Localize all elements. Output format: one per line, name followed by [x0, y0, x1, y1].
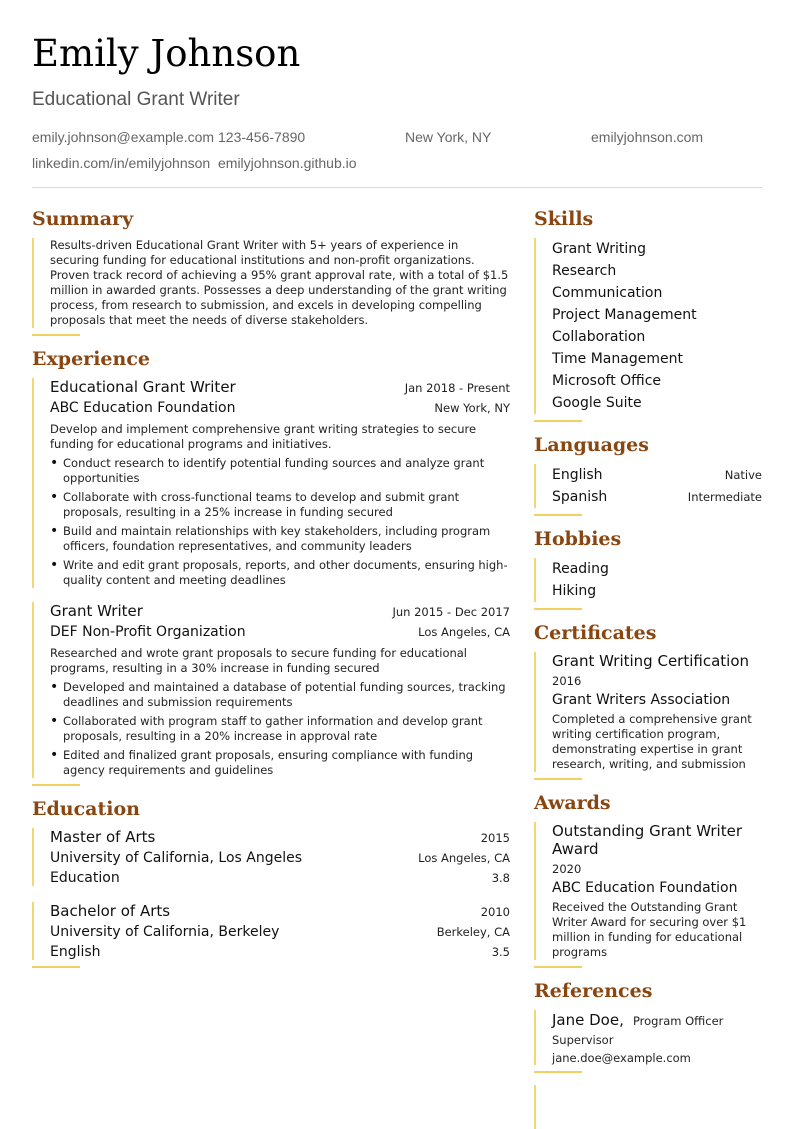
gpa: 3.8 — [491, 871, 510, 885]
award-entry — [534, 822, 762, 960]
language-level: Intermediate — [687, 490, 762, 504]
language-row — [552, 486, 762, 508]
certificates-heading: Certificates — [534, 622, 657, 644]
education-entry — [32, 902, 510, 960]
section-underline — [32, 784, 80, 786]
edu-location: Berkeley, CA — [436, 925, 510, 939]
candidate-name: Emily Johnson — [32, 32, 301, 75]
reference-relation: Supervisor — [552, 1033, 614, 1047]
certificate-year: 2016 — [552, 674, 582, 688]
section-underline — [534, 778, 582, 780]
website-link[interactable]: emilyjohnson.com — [591, 128, 704, 145]
education-entry — [32, 828, 510, 886]
job-bullets — [50, 456, 510, 588]
list-item: • Collaborate with cross-functional teams to develop and submit grant proposals, resulting in a 25% increase in funding secured — [50, 490, 510, 520]
skills-heading: Skills — [534, 208, 594, 230]
certificate-issuer: Grant Writers Association — [552, 692, 731, 708]
skill-item: Research — [552, 263, 617, 279]
language-level: Native — [724, 468, 762, 482]
phone-link[interactable]: 123-456-7890 — [218, 128, 306, 145]
award-description: Received the Outstanding Grant Writer Award for securing over $1 million in funding for educational programs — [552, 900, 747, 959]
hobby-item: Hiking — [552, 583, 597, 599]
job-bullets — [50, 680, 510, 778]
field: Education — [50, 870, 120, 886]
resume-page — [32, 28, 762, 1065]
references-heading: References — [534, 980, 653, 1002]
contact-info — [32, 129, 762, 183]
award-issuer: ABC Education Foundation — [552, 880, 738, 896]
trailing-bar — [534, 1085, 762, 1129]
reference-name: Jane Doe, — [552, 1011, 624, 1029]
list-item: • Edited and finalized grant proposals, ensuring compliance with funding agency requirements and guidelines — [50, 748, 510, 778]
list-item: • Write and edit grant proposals, reports, and other documents, ensuring high-quality content and meeting deadlines — [50, 558, 510, 588]
degree: Bachelor of Arts — [50, 902, 171, 920]
summary-text: Results-driven Educational Grant Writer with 5+ years of experience in securing funding for educational institutions and non-profit organizations. Proven track record of achieving a 95% grant approval rate, with a total of $1.5 million in awarded grants. Possesses a deep understanding of the grant writing process, from research to submission, and excels in developing compelling proposals that meet the needs of diverse stakeholders. — [32, 238, 510, 328]
language-name: English — [552, 467, 603, 483]
section-underline — [534, 966, 582, 968]
candidate-title: Educational Grant Writer — [32, 88, 240, 110]
job-entry — [32, 602, 510, 778]
edu-location: Los Angeles, CA — [418, 851, 510, 865]
list-item: • Collaborated with program staff to gather information and develop grant proposals, resulting in a 20% increase in approval rate — [50, 714, 510, 744]
reference-position: Program Officer — [632, 1014, 724, 1028]
job-company: ABC Education Foundation — [50, 400, 236, 416]
field: English — [50, 944, 101, 960]
section-underline — [534, 1071, 582, 1073]
header-divider — [32, 187, 762, 188]
hobby-item: Reading — [552, 561, 609, 577]
education-heading: Education — [32, 798, 140, 820]
job-company: DEF Non-Profit Organization — [50, 624, 246, 640]
languages-list — [534, 464, 762, 508]
school: University of California, Los Angeles — [50, 850, 303, 866]
award-title: Outstanding Grant Writer Award — [552, 822, 742, 858]
skills-list — [534, 238, 762, 414]
awards-heading: Awards — [534, 792, 611, 814]
degree: Master of Arts — [50, 828, 156, 846]
section-underline — [534, 420, 582, 422]
job-title: Educational Grant Writer — [50, 378, 236, 396]
job-title: Grant Writer — [50, 602, 143, 620]
summary-heading: Summary — [32, 208, 134, 230]
edu-year: 2010 — [480, 905, 510, 919]
list-item: • Conduct research to identify potential funding sources and analyze grant opportunities — [50, 456, 510, 486]
job-dates: Jan 2018 - Present — [404, 381, 510, 395]
edu-year: 2015 — [480, 831, 510, 845]
list-item: • Developed and maintained a database of potential funding sources, tracking deadlines and submission requirements — [50, 680, 510, 710]
section-underline — [32, 334, 80, 336]
skill-item: Microsoft Office — [552, 373, 662, 389]
skill-item: Communication — [552, 285, 663, 301]
award-year: 2020 — [552, 862, 582, 876]
gpa: 3.5 — [491, 945, 510, 959]
section-underline — [32, 966, 80, 968]
reference-entry — [534, 1010, 762, 1065]
section-underline — [534, 514, 582, 516]
languages-heading: Languages — [534, 434, 649, 456]
job-entry — [32, 378, 510, 588]
section-underline — [534, 608, 582, 610]
email-link[interactable]: emily.johnson@example.com — [32, 128, 215, 145]
job-dates: Jun 2015 - Dec 2017 — [392, 605, 510, 619]
school: University of California, Berkeley — [50, 924, 280, 940]
skill-item: Project Management — [552, 307, 697, 323]
skill-item: Time Management — [552, 351, 683, 367]
experience-heading: Experience — [32, 348, 150, 370]
hobbies-heading: Hobbies — [534, 528, 622, 550]
job-summary: Develop and implement comprehensive grant writing strategies to secure funding for educational programs and initiatives. — [50, 422, 477, 451]
linkedin-link[interactable]: linkedin.com/in/emilyjohnson — [32, 154, 211, 171]
left-column — [32, 208, 510, 980]
skill-item: Grant Writing — [552, 241, 646, 257]
reference-email[interactable]: jane.doe@example.com — [552, 1051, 691, 1065]
job-summary: Researched and wrote grant proposals to secure funding for educational programs, resulting in a 30% increase in funding secured — [50, 646, 468, 675]
language-name: Spanish — [552, 489, 608, 505]
certificate-title: Grant Writing Certification — [552, 652, 750, 670]
job-location: Los Angeles, CA — [418, 625, 510, 639]
language-row — [552, 464, 762, 486]
right-column — [534, 208, 762, 1129]
github-link[interactable]: emilyjohnson.github.io — [218, 154, 357, 171]
skill-item: Collaboration — [552, 329, 646, 345]
location-text: New York, NY — [405, 128, 492, 145]
skill-item: Google Suite — [552, 395, 642, 411]
certificate-entry — [534, 652, 762, 772]
certificate-description: Completed a comprehensive grant writing certification program, demonstrating expertise in grant research, writing, and submission — [552, 712, 752, 771]
list-item: • Build and maintain relationships with key stakeholders, including program officers, foundation representatives, and community leaders — [50, 524, 510, 554]
job-location: New York, NY — [434, 401, 510, 415]
hobbies-list — [534, 558, 762, 602]
